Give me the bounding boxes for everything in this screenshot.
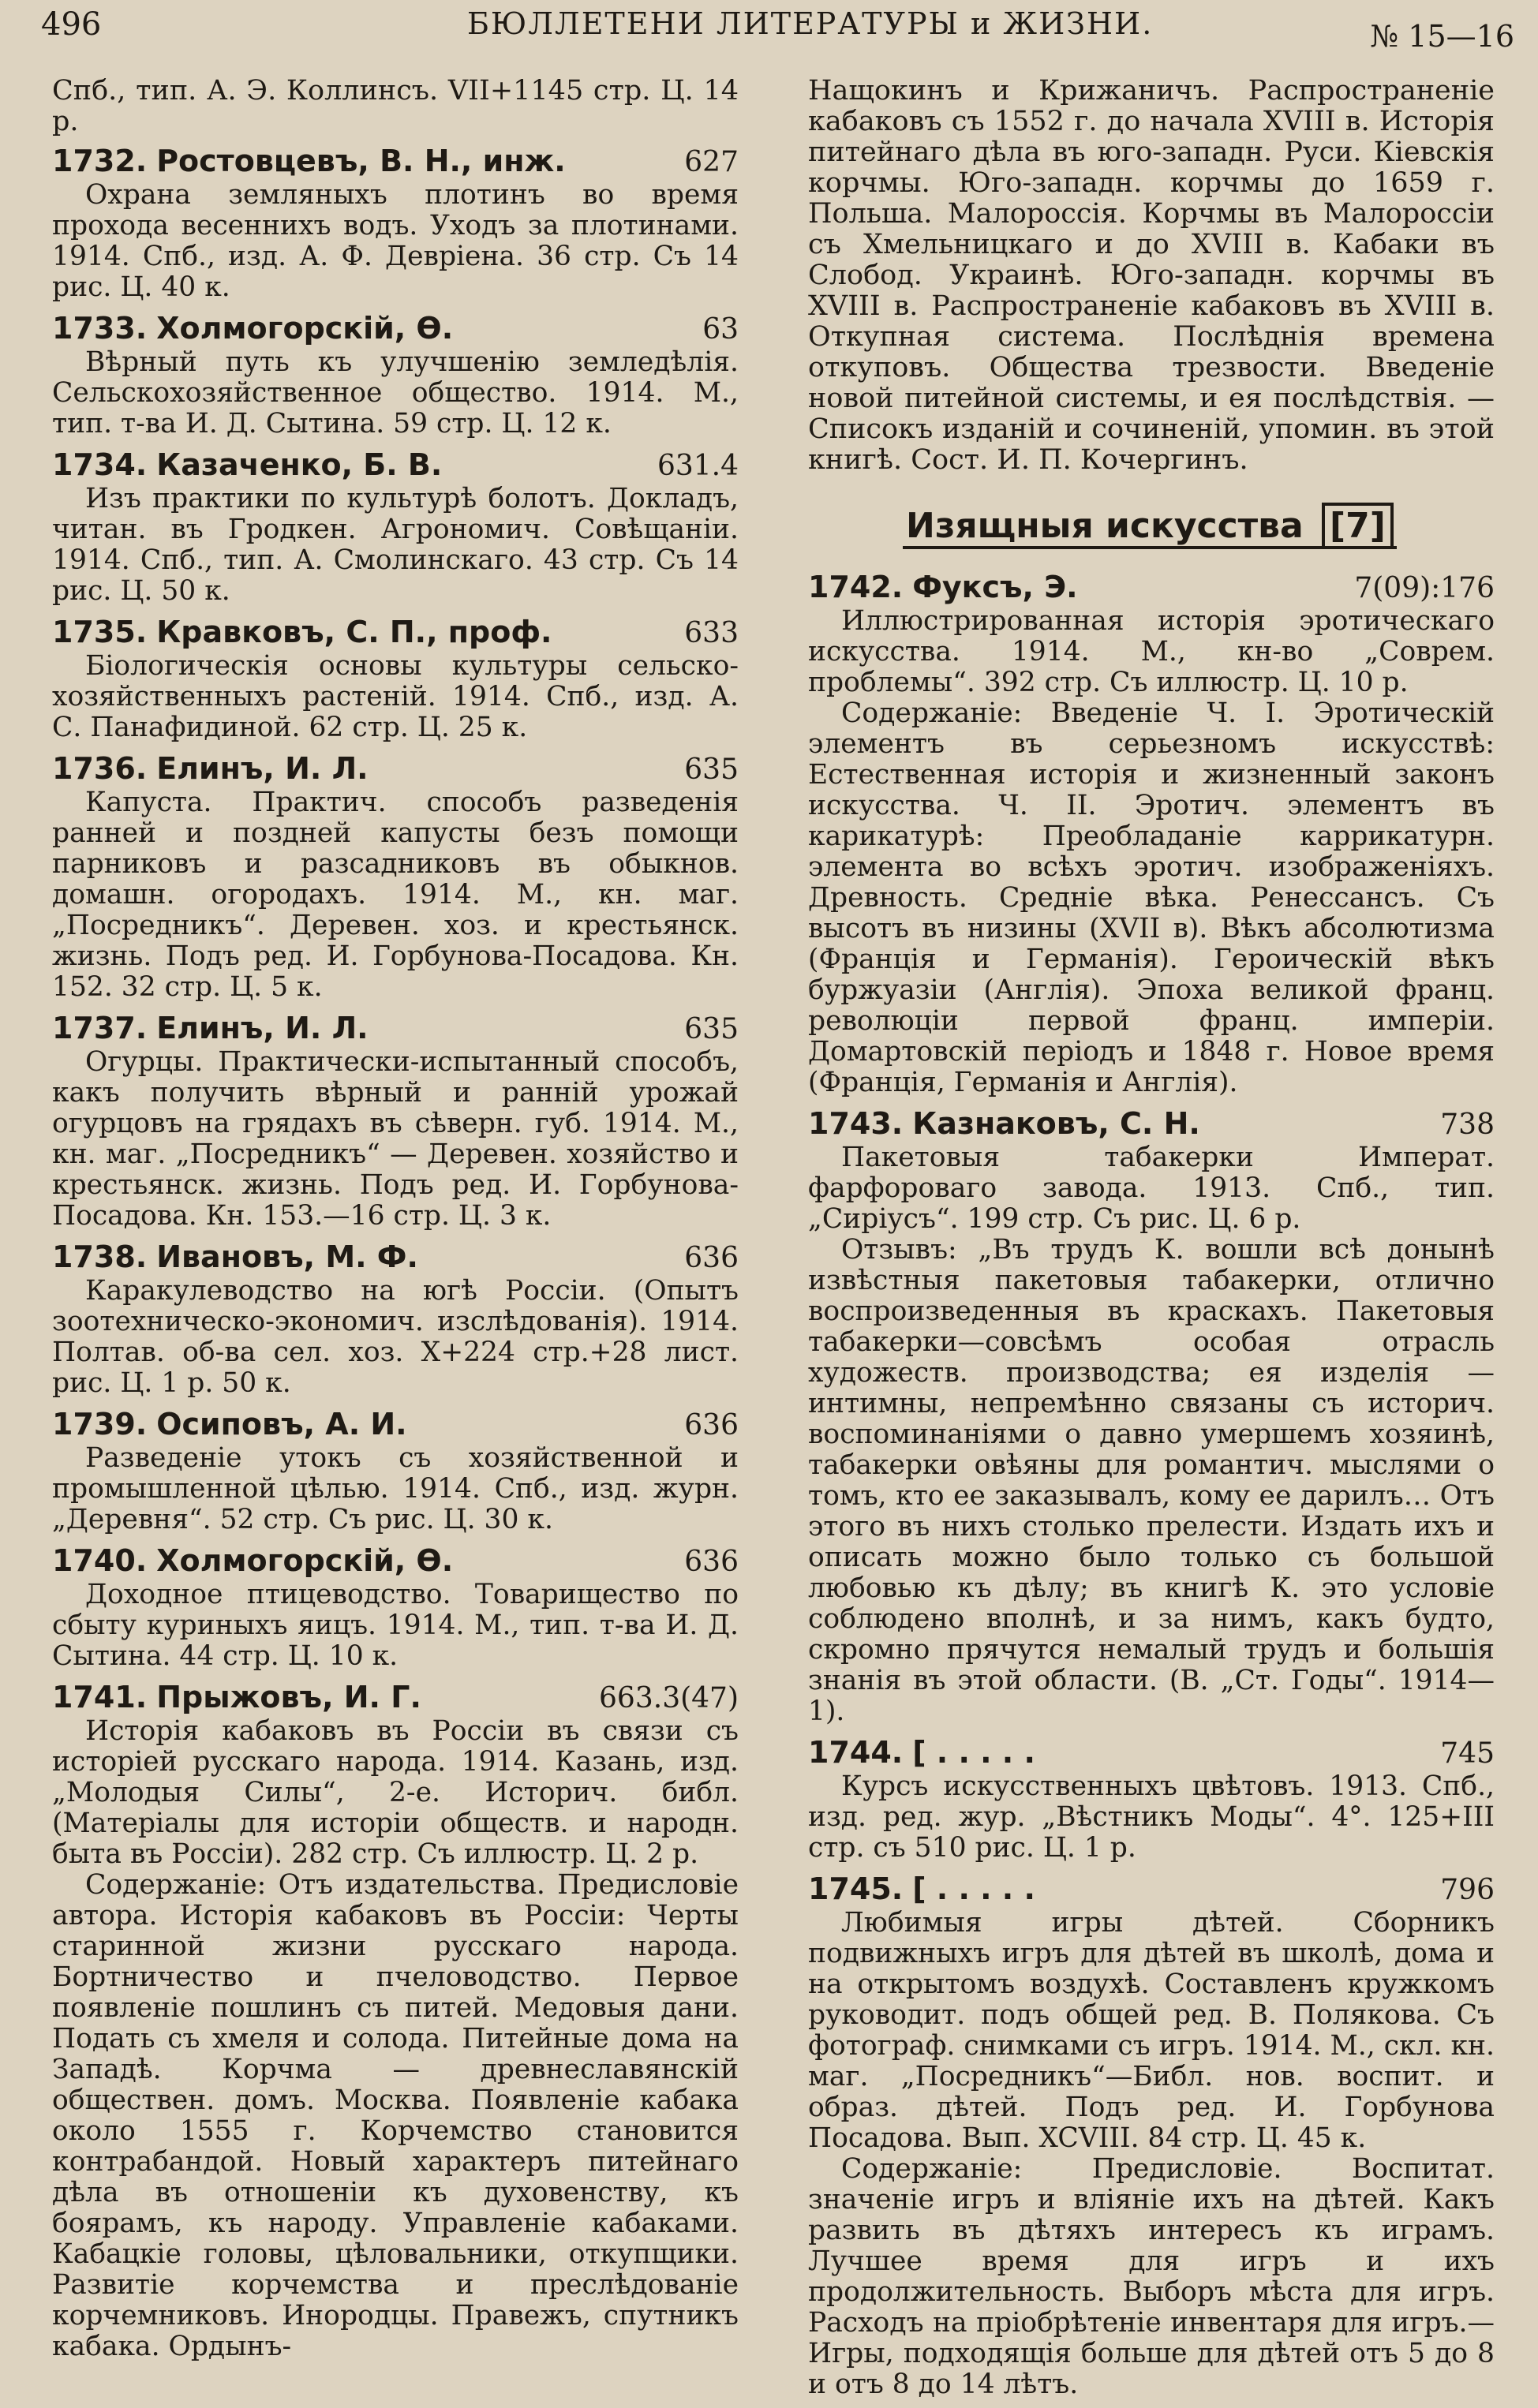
bibliography-entry — [52, 311, 739, 439]
entry-classification: 635 — [684, 1013, 739, 1045]
bibliography-entry — [52, 1240, 739, 1399]
continued-text: Спб., тип. А. Э. Коллинсъ. VII+1145 стр. Ц. 14 р. — [52, 75, 739, 137]
bibliography-entry — [52, 1011, 739, 1232]
bibliography-entry — [808, 570, 1495, 1098]
entry-number: 1736. — [52, 751, 148, 786]
page-number: 496 — [41, 6, 102, 43]
entry-author: Кравковъ, С. П., проф. — [156, 615, 552, 649]
entry-author: Осиповъ, А. И. — [156, 1407, 407, 1441]
right-column — [808, 76, 1495, 2408]
entry-number: 1735. — [52, 615, 148, 649]
entry-description: Доходное птицеводство. Товарищество по сбыту куриныхъ яицъ. 1914. М., тип. т-ва И. Д. Сытина. 44 стр. Ц. 10 к. — [52, 1579, 739, 1672]
entry-classification: 663.3(47) — [599, 1682, 739, 1714]
section-title — [903, 506, 1397, 549]
entry-description: Любимыя игры дѣтей. Сборникъ подвижныхъ игръ для дѣтей въ школѣ, дома и на открытомъ воздухѣ. Составленъ кружкомъ руководит. подъ общей ред. В. Полякова. Съ фотограф. снимками съ игръ. 1914. М., скл. кн. маг. „Посредникъ“—Библ. нов. воспит. и образ. дѣтей. Подъ ред. И. Горбунова Посадова. Вып. XCVIII. 84 стр. Ц. 45 к. — [808, 1907, 1495, 2154]
entry-author: Елинъ, И. Л. — [156, 751, 369, 786]
bibliography-entry — [52, 615, 739, 743]
bibliography-entry — [52, 1407, 739, 1535]
entry-contents: Содержаніе: Предисловіе. Воспитат. значеніе игръ и вліяніе ихъ на дѣтей. Какъ развить въ дѣтяхъ интересъ къ играмъ. Лучшее время для игръ и ихъ продолжительность. Выборъ мѣста для игръ. Расходъ на пріобрѣтеніе инвентаря для игръ.—Игры, подходящія больше для дѣтей отъ 5 до 8 и отъ 8 до 14 лѣтъ. — [808, 2153, 1495, 2400]
entry-number: 1745. — [808, 1871, 904, 1906]
section-heading — [808, 482, 1495, 570]
bibliography-entry — [52, 751, 739, 1003]
entry-classification: 636 — [684, 1409, 739, 1441]
entry-author: [ . . . . . — [912, 1735, 1035, 1770]
entry-author: Казнаковъ, С. Н. — [912, 1106, 1200, 1141]
entry-classification: 633 — [684, 617, 739, 649]
entry-author: Ивановъ, М. Ф. — [156, 1240, 418, 1274]
bibliography-entry — [52, 447, 739, 607]
entry-number: 1734. — [52, 447, 148, 482]
entry-classification: 627 — [684, 146, 739, 178]
entry-author: Холмогорскій, Ѳ. — [156, 311, 454, 346]
entry-number: 1737. — [52, 1011, 148, 1045]
section-code: [7] — [1322, 503, 1394, 549]
entry-author: [ . . . . . — [912, 1871, 1035, 1906]
entry-author: Прыжовъ, И. Г. — [156, 1680, 421, 1714]
entry-number: 1739. — [52, 1407, 148, 1441]
entry-number: 1740. — [52, 1543, 148, 1578]
entry-number: 1741. — [52, 1680, 148, 1714]
entry-number: 1744. — [808, 1735, 904, 1770]
entry-contents: Содержаніе: Введеніе Ч. I. Эротическій элементъ въ серьезномъ искусствѣ: Естественная исторія и жизненный законъ искусства. Ч. II. Эротич. элементъ въ карикатурѣ: Преобладаніе каррикатурн. элемента во всѣхъ эротич. изображеніяхъ. Древность. Средніе вѣка. Ренессансъ. Съ высотъ въ низины (XVII в). Вѣкъ абсолютизма (Франція и Германія). Героическій вѣкъ буржуазіи (Англія). Эпоха великой франц. революціи первой франц. имперіи. Домартовскій періодъ и 1848 г. Новое время (Франція, Германія и Англія). — [808, 697, 1495, 1098]
entry-description: Капуста. Практич. способъ разведенія ранней и поздней капусты безъ помощи парниковъ и разсадниковъ въ обыкнов. домашн. огородахъ. 1914. М., кн. маг. „Посредникъ“. Деревен. хоз. и крестьянск. жизнь. Подъ ред. И. Горбунова-Посадова. Кн. 152. 32 стр. Ц. 5 к. — [52, 787, 739, 1003]
entry-classification: 635 — [684, 753, 739, 786]
left-column — [52, 76, 739, 2370]
entry-description: Огурцы. Практически-испытанный способъ, какъ получить вѣрный и ранній урожай огурцовъ на грядахъ въ сѣверн. губ. 1914. М., кн. маг. „Посредникъ“ — Деревен. хозяйство и крестьянск. жизнь. Подъ ред. И. Горбунова-Посадова. Кн. 153.—16 стр. Ц. 3 к. — [52, 1046, 739, 1232]
entry-description: Охрана земляныхъ плотинъ во время прохода весеннихъ водъ. Уходъ за плотинами. 1914. Спб., изд. А. Ф. Девріена. 36 стр. Съ 14 рис. Ц. 40 к. — [52, 179, 739, 303]
entry-contents: Содержаніе: Отъ издательства. Предисловіе автора. Исторія кабаковъ въ Россіи: Черты старинной жизни русскаго народа. Бортничество и пчеловодство. Первое появленіе пошлинъ съ питей. Медовыя дани. Подать съ хмеля и солода. Питейные дома на Западѣ. Корчма — древнеславянскій обществен. домъ. Москва. Появленіе кабака около 1555 г. Корчемство становится контрабандой. Новый характеръ питейнаго дѣла въ отношеніи къ духовенству, къ боярамъ, къ народу. Управленіе кабаками. Кабацкіе головы, цѣловальники, откупщики. Развитіе корчемства и преслѣдованіе корчемниковъ. Инородцы. Правежъ, спутникъ кабака. Ордынъ- — [52, 1869, 739, 2362]
entry-classification: 7(09):176 — [1354, 572, 1495, 604]
entry-description: Изъ практики по культурѣ болотъ. Докладъ, читан. въ Гродкен. Агрономич. Совѣщаніи. 1914. Спб., тип. А. Смолинскаго. 43 стр. Съ 14 рис. Ц. 50 к. — [52, 483, 739, 607]
bibliography-entry — [808, 1871, 1495, 2400]
entry-classification: 636 — [684, 1546, 739, 1578]
entry-description: Пакетовыя табакерки Императ. фарфороваго завода. 1913. Спб., тип. „Сиріусъ“. 199 стр. Съ рис. Ц. 6 р. — [808, 1142, 1495, 1235]
entry-number: 1732. — [52, 144, 148, 178]
entry-classification: 63 — [702, 313, 739, 346]
entry-description: Вѣрный путь къ улучшенію земледѣлія. Сельскохозяйственное общество. 1914. М., тип. т-ва И. Д. Сытина. 59 стр. Ц. 12 к. — [52, 346, 739, 439]
entry-description: Иллюстрированная исторія эротическаго искусства. 1914. М., кн-во „Соврем. проблемы“. 392 стр. Съ иллюстр. Ц. 10 р. — [808, 605, 1495, 698]
entry-number: 1738. — [52, 1240, 148, 1274]
entry-classification: 636 — [684, 1242, 739, 1274]
running-title: БЮЛЛЕТЕНИ ЛИТЕРАТУРЫ и ЖИЗНИ. — [467, 6, 1154, 41]
entry-review: Отзывъ: „Въ трудъ К. вошли всѣ донынѣ извѣстныя пакетовыя табакерки, отлично воспроизведенныя въ краскахъ. Пакетовыя табакерки—совсѣмъ особая отрасль художеств. производства; ея изделія — интимны, непремѣнно связаны съ историч. воспоминаніями о давно умершемъ хозяинѣ, табакерки овѣяны для романтич. мыслями о томъ, кто ее заказывалъ, кому ее дарилъ… Отъ этого въ нихъ столько прелести. Издать ихъ и описать можно было только съ большой любовью къ дѣлу; въ книгѣ К. это условіе соблюдено вполнѣ, и за нимъ, какъ будто, скромно прячутся немалый трудъ и большія знанія въ этой области. (В. „Ст. Годы“. 1914—1). — [808, 1234, 1495, 1727]
entry-author: Холмогорскій, Ѳ. — [156, 1543, 454, 1578]
bibliography-entry — [52, 1543, 739, 1672]
entry-author: Елинъ, И. Л. — [156, 1011, 369, 1045]
entry-classification: 745 — [1440, 1737, 1495, 1770]
continued-text: Нащокинъ и Крижаничъ. Распространеніе кабаковъ съ 1552 г. до начала XVIII в. Исторія питейнаго дѣла въ юго-западн. Руси. Кіевскія корчмы. Юго-западн. корчмы до 1659 г. Польша. Малороссія. Корчмы въ Малороссіи съ Хмельницкаго и до XVIII в. Кабаки въ Слобод. Украинѣ. Юго-западн. корчмы въ XVIII в. Распространеніе кабаковъ въ XVIII в. Откупная система. Послѣднія времена откуповъ. Общества трезвости. Введеніе новой питейной системы, и ея послѣдствія. — Списокъ изданій и сочиненій, упомин. въ этой книгѣ. Сост. И. П. Кочергинъ. — [808, 75, 1495, 476]
entry-author: Фуксъ, Э. — [912, 570, 1078, 604]
entry-number: 1742. — [808, 570, 904, 604]
entry-classification: 738 — [1440, 1109, 1495, 1141]
entry-description: Разведеніе утокъ съ хозяйственной и промышленной цѣлью. 1914. Спб., изд. журн. „Деревня“. 52 стр. Съ рис. Ц. 30 к. — [52, 1442, 739, 1535]
entry-classification: 796 — [1440, 1874, 1495, 1906]
issue-number: № 15—16 — [1370, 19, 1514, 54]
entry-number: 1733. — [52, 311, 148, 346]
bibliography-entry — [808, 1735, 1495, 1864]
entry-number: 1743. — [808, 1106, 904, 1141]
entry-description: Исторія кабаковъ въ Россіи въ связи съ исторіей русскаго народа. 1914. Казань, изд. „Молодыя Силы“, 2-е. Историч. библ. (Матеріалы для исторіи обществ. и народн. быта въ Россіи). 282 стр. Съ иллюстр. Ц. 2 р. — [52, 1715, 739, 1870]
bibliography-entry — [52, 1680, 739, 2362]
bibliography-entry — [52, 144, 739, 303]
entry-classification: 631.4 — [657, 450, 739, 482]
section-title-text: Изящныя искусства — [906, 506, 1304, 546]
bibliography-entry — [808, 1106, 1495, 1727]
entry-description: Біологическія основы культуры сельско-хозяйственныхъ растеній. 1914. Спб., изд. А. С. Панафидиной. 62 стр. Ц. 25 к. — [52, 650, 739, 743]
entry-description: Курсъ искусственныхъ цвѣтовъ. 1913. Спб., изд. ред. жур. „Вѣстникъ Моды“. 4°. 125+III стр. съ 510 рис. Ц. 1 р. — [808, 1770, 1495, 1864]
entry-author: Казаченко, Б. В. — [156, 447, 443, 482]
page-header — [41, 6, 1514, 62]
entry-author: Ростовцевъ, В. Н., инж. — [156, 144, 566, 178]
entry-description: Каракулеводство на югѣ Россіи. (Опытъ зоотехническо-экономич. изслѣдованія). 1914. Полтав. об-ва сел. хоз. Х+224 стр.+28 лист. рис. Ц. 1 р. 50 к. — [52, 1275, 739, 1399]
